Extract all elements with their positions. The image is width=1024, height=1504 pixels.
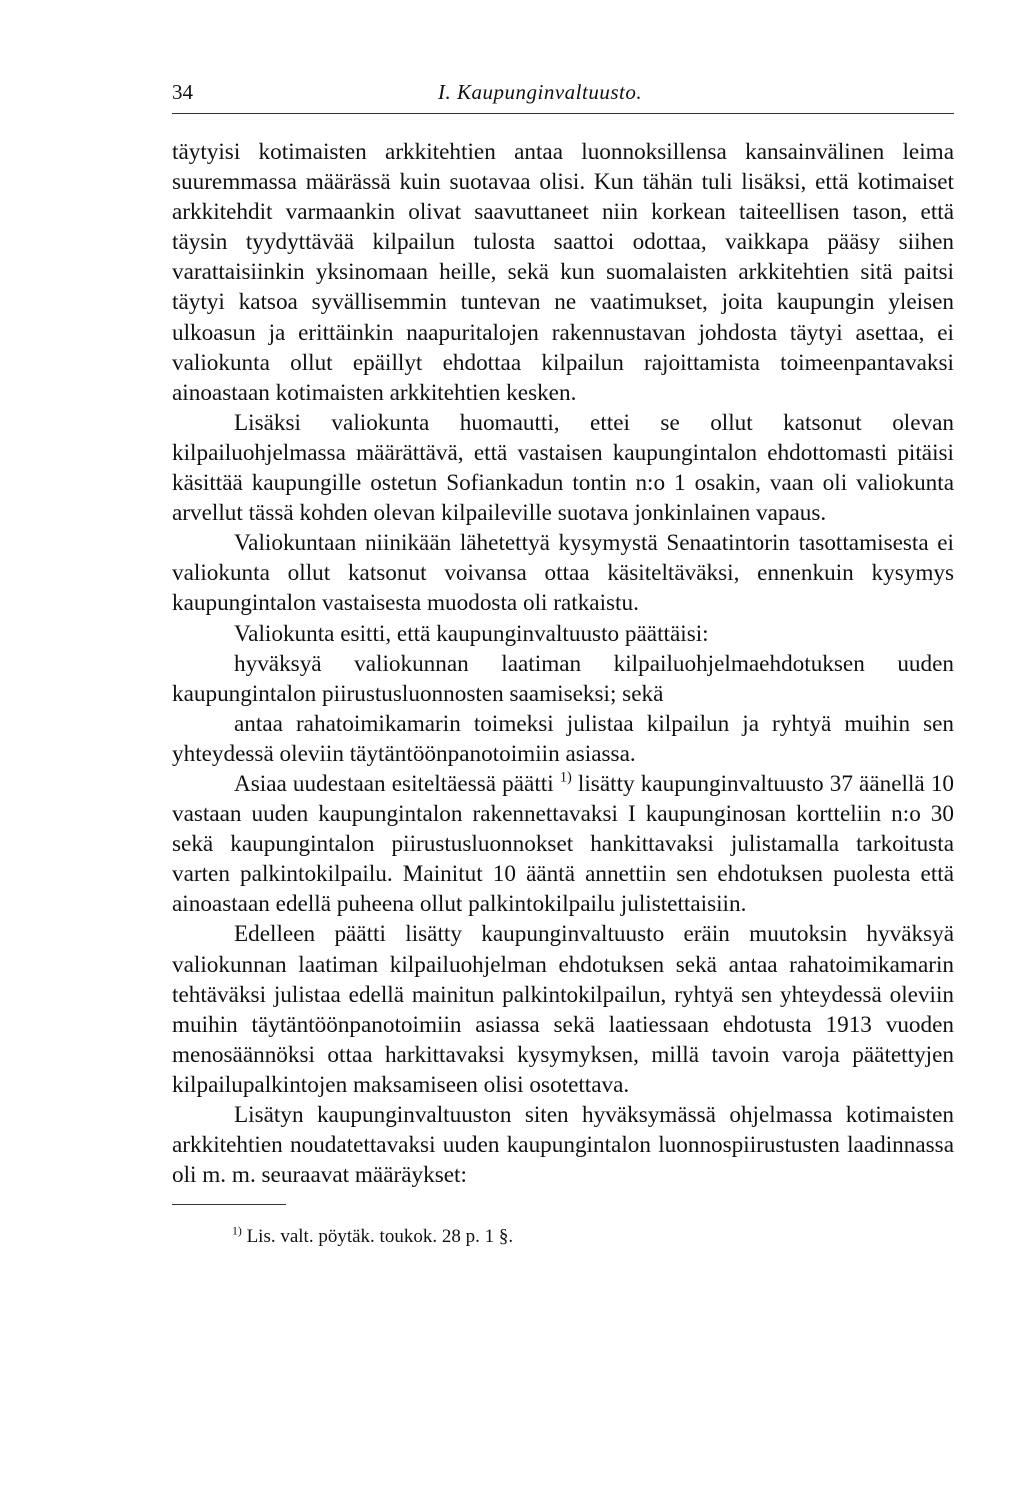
paragraph: Lisäksi valiokunta huomautti, ettei se ollut katsonut olevan kilpailuohjelmassa määrättävä, että vastaisen kaupungintalon ehdottomasti pitäisi käsittää kaupungille ostetun Sofiankadun tontin n:o 1 osakin, vaan oli valiokunta arvellut tässä kohden olevan kilpaileville suotava jonkinlainen vapaus. — [172, 409, 954, 527]
page-number: 34 — [172, 80, 193, 104]
paragraph-text: Asiaa uudestaan esiteltäessä päätti — [234, 770, 554, 797]
paragraph: Valiokunta esitti, että kaupunginvaltuusto päättäisi: — [234, 620, 709, 647]
paragraph — [172, 769, 954, 919]
paragraph: antaa rahatoimikamarin toimeksi julistaa kilpailun ja ryhtyä muihin sen yhteydessä oleviin täytäntöönpanotoimiin asiassa. — [172, 710, 954, 767]
running-title: I. Kaupunginvaltuusto. — [438, 80, 643, 104]
paragraph: täytyisi kotimaisten arkkitehtien antaa luonnoksillensa kansainvälinen leima suuremmassa määrässä kuin suotavaa olisi. Kun tähän tuli lisäksi, että kotimaiset arkkitehdit varmaankin olivat saavuttaneet niin korkean taiteellisen tason, että täysin tyydyttävää kilpailun tulosta saattoi odottaa, vaikkapa pääsy siihen varattaisiinkin yksinomaan heille, sekä kun suomalaisten arkkitehtien sitä paitsi täytyi katsoa syvällisemmin tuntevan ne vaatimukset, joita kaupungin yleisen ulkoasun ja erittäinkin naapuritalojen rakennustavan johdosta täytyi asettaa, ei valiokunta ollut epäillyt ehdottaa kilpailun rajoittamista toimeenpantavaksi ainoastaan kotimaisten arkkitehtien kesken. — [172, 139, 954, 406]
running-head — [172, 80, 954, 114]
footnote — [232, 1226, 513, 1248]
footnote-rule — [172, 1204, 286, 1205]
paragraph: Lisätyn kaupunginvaltuuston siten hyväksymässä ohjelmassa kotimaisten arkkitehtien noudatettavaksi uuden kaupungintalon luonnospiirustusten laadinnassa oli m. m. seuraavat määräykset: — [172, 1102, 954, 1189]
paragraph: hyväksyä valiokunnan laatiman kilpailuohjelmaehdotuksen uuden kaupungintalon piirustusluonnosten saamiseksi; sekä — [172, 650, 954, 707]
paragraph: Valiokuntaan niinikään lähetettyä kysymystä Senaatintorin tasottamisesta ei valiokunta ollut katsonut voivansa ottaa käsiteltäväksi, ennenkuin kysymys kaupungintalon vastaisesta muodosta oli ratkaistu. — [172, 530, 954, 617]
header-rule — [172, 113, 954, 114]
footnote-reference: 1) — [559, 769, 572, 786]
paragraph: Edelleen päätti lisätty kaupunginvaltuusto eräin muutoksin hyväksyä valiokunnan laatiman kilpailuohjelman ehdotuksen sekä antaa rahatoimikamarin tehtäväksi julistaa edellä mainitun palkintokilpailun, ryhtyä sen yhteydessä oleviin muihin täytäntöönpanotoimiin asiassa sekä laatiessaan ehdotusta 1913 vuoden menosäännöksi ottaa harkittavaksi kysymyksen, millä tavoin varoja päätettyjen kilpailupalkintojen maksamiseen olisi osotettava. — [172, 921, 954, 1098]
footnote-text: Lis. valt. pöytäk. toukok. 28 p. 1 §. — [246, 1226, 514, 1247]
footnote-marker: 1) — [232, 1224, 242, 1238]
body-text — [172, 137, 954, 1190]
paragraph-text: lisätty kaupunginvaltuusto 37 äänellä 10 vastaan uuden kaupungintalon rakennettavaksi I kaupunginosan kortteliin n:o 30 sekä kaupungintalon piirustusluonnokset hankittavaksi julistamalla tarkoitusta varten palkintokilpailu. Mainitut 10 ääntä annettiin sen ehdotuksen puolesta että ainoastaan edellä puheena ollut palkintokilpailu julistettaisiin. — [172, 770, 955, 918]
